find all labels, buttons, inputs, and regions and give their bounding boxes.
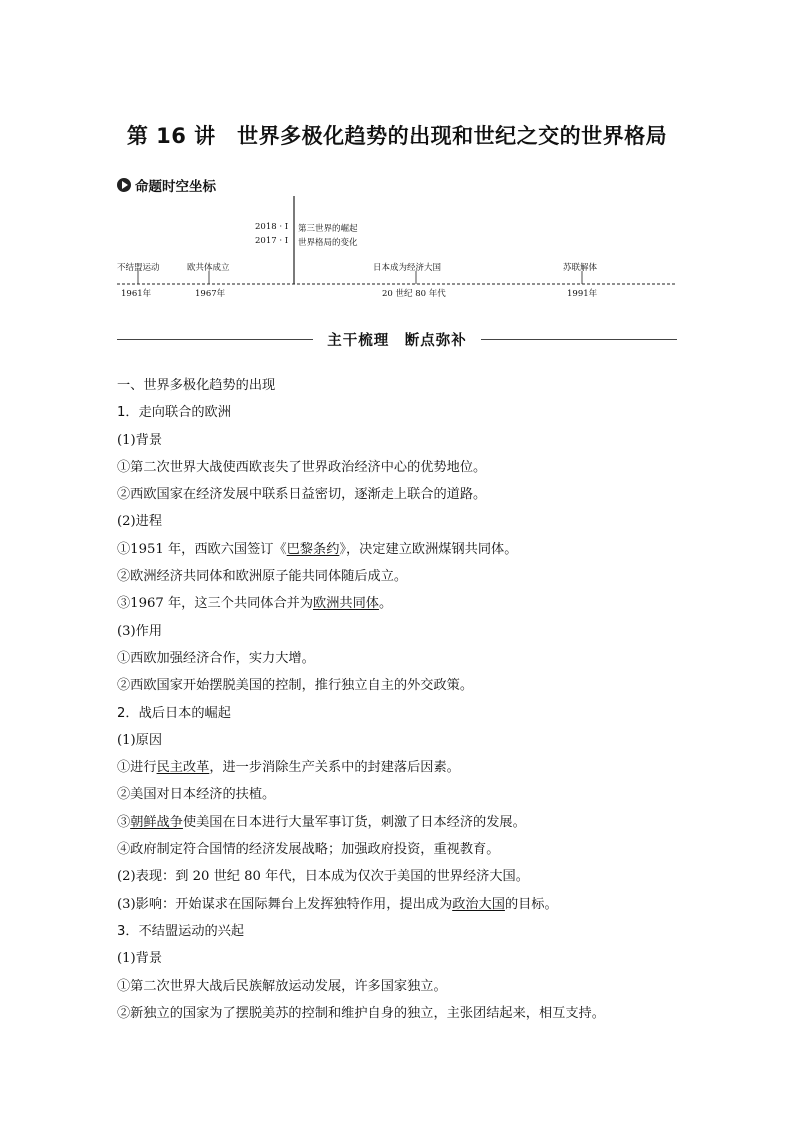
underlined-term: 政治大国 <box>452 896 505 912</box>
text-line: ③朝鲜战争使美国在日本进行大量军事订货，刺激了日本经济的发展。 <box>117 814 526 830</box>
timeline-event-label: 苏联解体 <box>563 263 598 273</box>
subheading: (1)原因 <box>117 732 163 748</box>
text-line: ①西欧加强经济合作，实力大增。 <box>117 650 315 666</box>
text-line: ②西欧国家开始摆脱美国的控制，推行独立自主的外交政策。 <box>117 678 474 694</box>
timeline-event-year: 1991年 <box>567 289 598 299</box>
timeline <box>0 0 794 320</box>
heading-level2: 1．走向联合的欧洲 <box>117 405 231 421</box>
text-line: (2)表现：到 20 世纪 80 年代，日本成为仅次于美国的世界经济大国。 <box>117 869 529 885</box>
section-heading-label: 命题时空坐标 <box>135 179 216 195</box>
heading-level2: 2．战后日本的崛起 <box>117 705 231 721</box>
timeline-top-label: 第三世界的崛起 <box>298 224 358 234</box>
heading-level1: 一、世界多极化趋势的出现 <box>117 378 276 393</box>
text-line: ④政府制定符合国情的经济发展战略；加强政府投资，重视教育。 <box>117 842 500 858</box>
timeline-top-year: 2018 · Ⅰ <box>255 222 289 232</box>
underlined-term: 朝鲜战争 <box>130 814 183 830</box>
text-line: ②新独立的国家为了摆脱美苏的控制和维护自身的独立，主张团结起来，相互支持。 <box>117 1005 605 1021</box>
underlined-term: 民主改革 <box>156 760 210 776</box>
divider-line-left <box>117 339 313 340</box>
timeline-top-label: 世界格局的变化 <box>298 238 358 248</box>
text-line: ①进行民主改革，进一步消除生产关系中的封建落后因素。 <box>117 760 460 776</box>
text-line: (3)影响：开始谋求在国际舞台上发挥独特作用，提出成为政治大国的目标。 <box>117 896 558 912</box>
content-body <box>117 372 687 1027</box>
text-line: ①第二次世界大战使西欧丧失了世界政治经济中心的优势地位。 <box>117 459 487 475</box>
subheading: (1)背景 <box>117 432 163 448</box>
timeline-event-year: 1961年 <box>121 289 152 299</box>
text-line: ①1951 年，西欧六国签订《巴黎条约》，决定建立欧洲煤钢共同体。 <box>117 541 518 557</box>
timeline-event-label: 日本成为经济大国 <box>373 263 442 273</box>
subheading: (3)作用 <box>117 623 163 639</box>
timeline-event-label: 欧共体成立 <box>187 263 230 273</box>
text-line: ②美国对日本经济的扶植。 <box>117 787 276 803</box>
timeline-event-label: 不结盟运动 <box>117 263 160 273</box>
divider-line-right <box>481 339 677 340</box>
lesson-title: 第 16 讲 世界多极化趋势的出现和世纪之交的世界格局 <box>126 124 668 148</box>
text-line: ③1967 年，这三个共同体合并为欧洲共同体。 <box>117 596 393 612</box>
divider-label: 主干梳理 断点弥补 <box>327 332 467 349</box>
text-line: ②欧洲经济共同体和欧洲原子能共同体随后成立。 <box>117 569 408 585</box>
subheading: (2)进程 <box>117 514 163 530</box>
timeline-event-year: 1967年 <box>195 289 226 299</box>
text-line: ②西欧国家在经济发展中联系日益密切，逐渐走上联合的道路。 <box>117 487 487 503</box>
subheading: (1)背景 <box>117 951 163 967</box>
text-line: ①第二次世界大战后民族解放运动发展，许多国家独立。 <box>117 978 447 994</box>
heading-level2: 3．不结盟运动的兴起 <box>117 923 245 939</box>
timeline-event-year: 20 世纪 80 年代 <box>382 289 446 299</box>
underlined-term: 巴黎条约 <box>286 541 340 557</box>
timeline-top-year: 2017 · Ⅰ <box>255 236 289 246</box>
underlined-term: 欧洲共同体 <box>313 596 379 612</box>
section-divider <box>117 328 677 350</box>
